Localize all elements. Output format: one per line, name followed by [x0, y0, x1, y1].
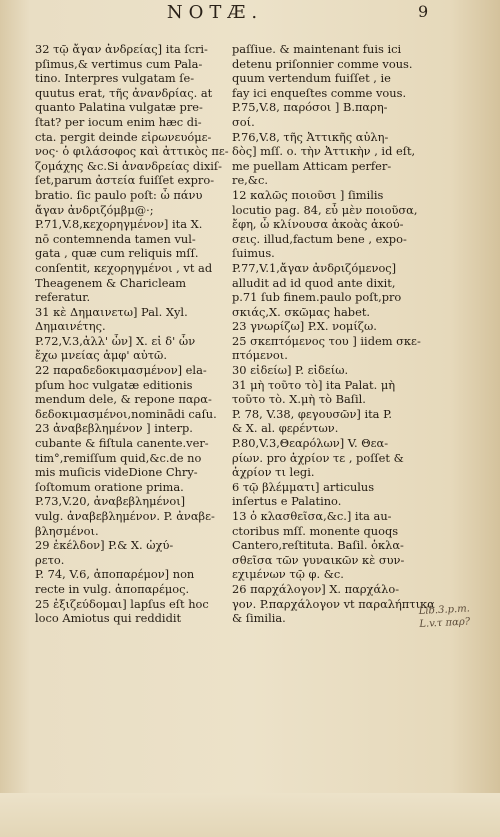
text-line: νος· ὁ φιλάσοφος καὶ ἀττικὸς πε-: [35, 144, 229, 159]
text-line: tim°,remiſſum quid,&c.de no: [35, 450, 202, 465]
text-line: ſtat? per iocum enim hæc di-: [35, 114, 202, 129]
text-line: 23 γνωρίζω] P.X. νομίζω.: [232, 319, 377, 334]
text-line: mendum dele, & repone παρα-: [35, 392, 212, 407]
text-line: δεδοκιμασμένοι,nominādi caſu.: [35, 406, 217, 421]
text-line: 25 ἐξιζεύδομαι] lapſus eſt hoc: [35, 596, 209, 611]
text-line: me puellam Atticam perfer-: [232, 158, 392, 173]
text-line: quum vertendum fuiſſet , ie: [232, 71, 391, 86]
text-line: ctoribus mſſ. monente quoqs: [232, 523, 399, 538]
text-line: γον. P.παρχάλογον vt παραλήπτικα: [232, 596, 435, 611]
text-line: recte in vulg. ἀποπαρέμος.: [35, 581, 190, 596]
text-line: σκιάς,X. σκῶμας habet.: [232, 304, 371, 319]
left-column: [35, 42, 230, 626]
text-line: P.75,V.8, παρόσοι ] B.παρη-: [232, 100, 388, 115]
text-line: 31 μὴ τοῦτο τὸ] ita Palat. μὴ: [232, 377, 396, 392]
text-line: P.73,V.20, ἀναβεβλημένοι]: [35, 494, 186, 509]
handwritten-margin-note: [418, 601, 497, 631]
text-line: βλησμένοι.: [35, 523, 99, 538]
text-line: & X. al. φερέντων.: [232, 421, 339, 436]
blank-bottom-margin: [0, 793, 500, 837]
text-line: ἀχρίον τι legi.: [232, 465, 315, 480]
running-head: NOTÆ.: [166, 2, 264, 23]
text-line: δὸς] mſſ. ο. τὴν Ἀττικὴν , id eſt,: [232, 144, 416, 159]
text-line: inſertus e Palatino.: [232, 494, 342, 509]
text-line: quutus erat, τῆς ἀνανδρίας. at: [35, 85, 213, 100]
text-line: bratio. ſic paulo poſt: ὦ πάνυ: [35, 187, 203, 202]
right-column: [232, 42, 435, 626]
text-line: tino. Interpres vulgatam ſe-: [35, 71, 195, 86]
text-line: σοί.: [232, 114, 255, 129]
text-line: & ſimilia.: [232, 611, 286, 626]
text-line: 6 τῷ βλέμματι] articulus: [232, 479, 375, 494]
text-line: 29 ἐκέλδον] P.& X. ὠχύ-: [35, 538, 174, 553]
text-line: P.80,V.3,Θεαρόλων] V. Θεα-: [232, 436, 389, 451]
text-line: alludit ad id quod ante dixit,: [232, 275, 396, 290]
text-line: quanto Palatina vulgatæ pre-: [35, 100, 203, 115]
text-line: fay ici enqueſtes comme vous.: [232, 85, 407, 100]
text-line: ρίων. pro ἀχρίον τε , poſſet &: [232, 450, 404, 465]
text-line: ρετο.: [35, 552, 65, 567]
text-line: nō contemnenda tamen vul-: [35, 231, 196, 246]
text-line: ἄγαν ἀνδριζόμβμ@·;: [35, 202, 154, 217]
text-line: Theagenem & Charicleam: [35, 275, 187, 290]
text-line: P.77,V.1,ἄγαν ἀνδριζόμενος]: [232, 260, 397, 275]
text-line: 26 παρχάλογον] X. παρχάλο-: [232, 581, 400, 596]
margin-note-line: L.v.τ παρ?: [419, 616, 471, 631]
text-line: 31 κὲ Δημαινετω] Pal. Xyl.: [35, 304, 188, 319]
text-line: εχιμένων τῷ φ. &c.: [232, 567, 344, 582]
text-line: P.72,V.3,ἀλλ' ὧν] X. εἰ δ' ὧν: [35, 333, 196, 348]
text-line: cubante & fiſtula canente.ver-: [35, 436, 209, 451]
text-line: σθεῖσα τῶν γυναικῶν κὲ συν-: [232, 552, 405, 567]
text-line: πτόμενοι.: [232, 348, 288, 363]
text-line: vulg. ἀναβεβλημένον. P. ἀναβε-: [35, 509, 215, 523]
text-line: 32 τῷ ἄγαν ἀνδρείας] ita ſcri-: [35, 42, 208, 56]
margin-note-line: Lib.3.p.m.: [418, 603, 471, 618]
text-line: p.71 ſub finem.paulo poſt,pro: [232, 290, 402, 305]
text-line: P.71,V.8,κεχορηγμένον] ita X.: [35, 217, 203, 232]
text-line: locutio pag. 84, εὖ μὲν ποιοῦσα,: [232, 202, 418, 217]
text-line: mis muſicis videDione Chry-: [35, 465, 198, 480]
text-line: loco Amiotus qui reddidit: [35, 611, 182, 626]
text-line: P. 74, V.6, ἀποπαρέμον] non: [35, 567, 195, 582]
text-line: 30 εἰδείω] P. εἰδείω.: [232, 363, 349, 378]
text-line: P.76,V.8, τῆς Ἀττικῆς αὐλη-: [232, 129, 389, 144]
text-line: τοῦτο τὸ. X.μὴ τὸ Baſil.: [232, 392, 366, 407]
text-line: ſoſtomum oratione prima.: [35, 479, 184, 494]
text-line: ἔχω μνείας ἀμφ' αὐτῶ.: [35, 348, 167, 363]
page-number: 9: [418, 2, 429, 21]
text-line: ζομάχης &c.Si ἀνανδρείας dixiſ-: [35, 158, 222, 173]
text-line: 22 παραδεδοκιμασμένον] ela-: [35, 363, 207, 378]
text-line: 25 σκεπτόμενος του ] iidem σκε-: [232, 333, 421, 348]
text-line: 12 καλῶς ποιοῦσι ] ſimilis: [232, 187, 384, 202]
text-line: paſſiue. & maintenant fuis ici: [232, 42, 402, 56]
text-line: cta. pergit deinde εἰρωνευόμε-: [35, 129, 212, 144]
text-line: gata , quæ cum reliquis mſſ.: [35, 246, 199, 261]
text-line: ſet,parum ἀστεία fuiſſet expro-: [35, 173, 215, 188]
text-line: σεις. illud,factum bene , expo-: [232, 231, 407, 246]
text-line: detenu priſonnier comme vous.: [232, 56, 413, 71]
text-line: 23 ἀναβεβλημένον ] interp.: [35, 421, 193, 436]
text-line: ſuimus.: [232, 246, 275, 261]
text-line: Δημαινέτης.: [35, 319, 106, 334]
text-line: ἔφη, ὦ κλίνουσα ἀκοὰς ἀκού-: [232, 217, 404, 232]
text-line: conſentit, κεχορηγμένοι , vt ad: [35, 260, 213, 275]
text-line: pſum hoc vulgatæ editionis: [35, 377, 193, 392]
text-line: pſimus,& vertimus cum Pala-: [35, 56, 203, 71]
text-line: 13 ὁ κλασθεῖσα,&c.] ita au-: [232, 509, 392, 523]
text-line: re,&c.: [232, 173, 268, 188]
text-line: P. 78, V.38, φεγουσῶν] ita P.: [232, 406, 393, 421]
text-line: Cantero,reſtituta. Baſil. ὁκλα-: [232, 538, 404, 553]
text-line: referatur.: [35, 290, 91, 305]
